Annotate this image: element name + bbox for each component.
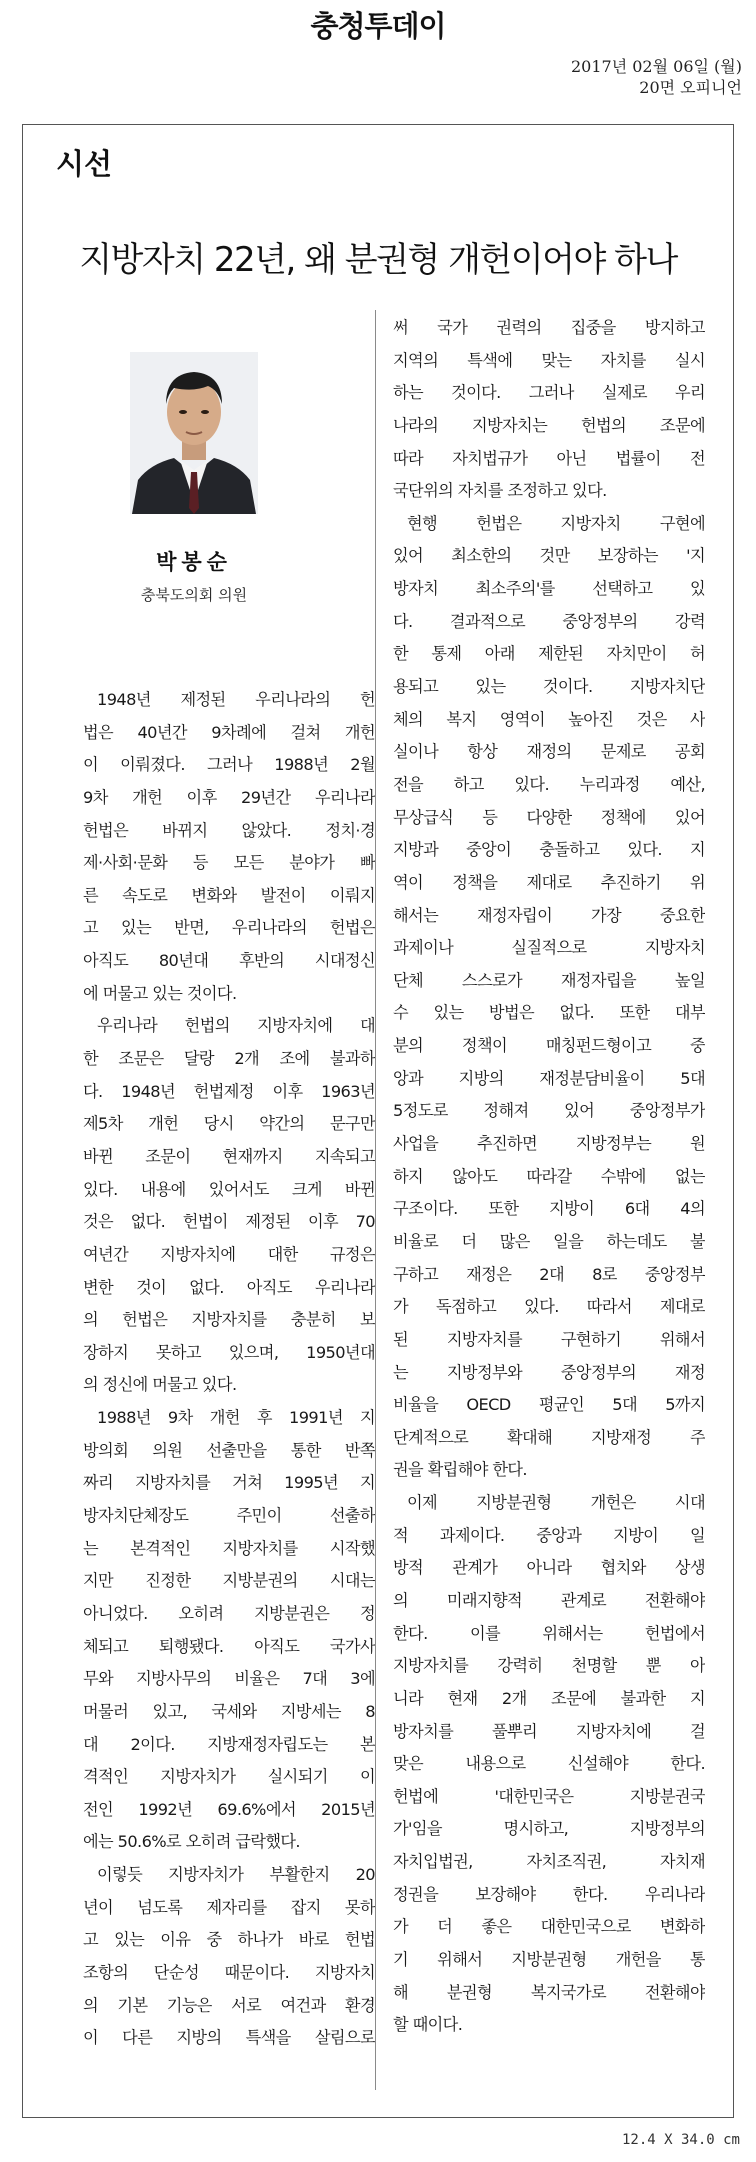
body-line: 이렇듯 지방자치가 부활한지 20 [97,1865,375,1885]
body-line: 자치입법권, 자치조직권, 자치재 [393,1852,705,1872]
section-label: 시선 [56,147,113,181]
issue-page: 20면 오피니언 [639,78,742,97]
body-line: 있다. 내용에 있어서도 크게 바뀐 [83,1179,375,1199]
body-line: 가 독점하고 있다. 따라서 제대로 [393,1297,705,1317]
body-line: 변한 것이 없다. 아직도 우리나라 [83,1277,375,1297]
body-line: 사업을 추진하면 지방정부는 원 [393,1134,705,1154]
body-line: 다. 결과적으로 중앙정부의 강력 [393,611,705,631]
body-line: 른 속도로 변화와 발전이 이뤄지 [83,885,375,905]
author-photo [130,352,258,514]
newspaper-masthead: 충청투데이 [310,9,446,43]
body-line: 단계적으로 확대해 지방재정 주 [393,1427,705,1447]
body-line: 법은 40년간 9차례에 걸쳐 개헌 [83,722,375,742]
body-line: 바뀐 조문이 현재까지 지속되고 [83,1146,375,1166]
body-line: 이 다른 지방의 특색을 살림으로 [83,2028,375,2048]
body-line: 된 지방자치를 구현하기 위해서 [393,1329,705,1349]
body-line: 방의회 의원 선출만을 통한 반쪽 [83,1440,375,1460]
body-line: 방자치단체장도 주민이 선출하 [83,1506,375,1526]
body-line: 지방과 중앙이 충돌하고 있다. 지 [393,840,705,860]
body-line: 이 이뤄졌다. 그러나 1988년 2월 [83,755,375,775]
body-line: 구조이다. 또한 지방이 6대 4의 [393,1199,705,1219]
body-line: 현행 헌법은 지방자치 구현에 [407,513,705,533]
body-line: 적 과제이다. 중앙과 지방이 일 [393,1525,705,1545]
body-line: 1988년 9차 개헌 후 1991년 지 [97,1408,375,1428]
issue-date: 2017년 02월 06일 (월) [570,57,742,76]
body-line: 정권을 보장해야 한다. 우리나라 [393,1884,705,1904]
body-line: 비율을 OECD 평균인 5대 5까지 [393,1395,705,1415]
body-line: 고 있는 반면, 우리나라의 헌법은 [83,918,375,938]
body-line: 한 통제 아래 제한된 자치만이 허 [393,644,705,664]
body-line: 전인 1992년 69.6%에서 2015년 [83,1799,375,1819]
body-line: 조항의 단순성 때문이다. 지방자치 [83,1962,375,1982]
body-line: 9차 개헌 이후 29년간 우리나라 [83,787,375,807]
body-line: 무와 지방사무의 비율은 7대 3에 [83,1669,375,1689]
body-line: 여년간 지방자치에 대한 규정은 [83,1244,375,1264]
body-line: 용되고 있는 것이다. 지방자치단 [393,677,705,697]
author-title: 충북도의회 의원 [140,586,248,604]
body-line: 는 지방정부와 중앙정부의 재정 [393,1362,705,1382]
body-line: 해 분권형 복지국가로 전환해야 [393,1982,705,2002]
body-line: 전을 하고 있다. 누리과정 예산, [393,774,705,794]
column-divider [375,310,376,2090]
body-line: 따라 자치법규가 아닌 법률이 전 [393,448,705,468]
body-line: 이제 지방분권형 개헌은 시대 [407,1493,705,1513]
article-body-right-column [393,312,705,2042]
body-line: 하지 않아도 따라갈 수밖에 없는 [393,1166,705,1186]
body-line: 우리나라 헌법의 지방자치에 대 [97,1016,375,1036]
body-line: 역이 정책을 제대로 추진하기 위 [393,872,705,892]
body-line: 에 머물고 있는 것이다. [83,983,237,1003]
body-line: 의 미래지향적 관계로 전환해야 [393,1590,705,1610]
body-line: 한다. 이를 위해서는 헌법에서 [393,1623,705,1643]
body-line: 기 위해서 지방분권형 개헌을 통 [393,1950,705,1970]
body-line: 권을 확립해야 한다. [393,1460,527,1480]
body-line: 체의 복지 영역이 높아진 것은 사 [393,709,705,729]
body-line: 수 있는 방법은 없다. 또한 대부 [393,1003,705,1023]
body-line: 방자치 최소주의'를 선택하고 있 [393,579,705,599]
body-line: 무상급식 등 다양한 정책에 있어 [393,807,705,827]
body-line: 앙과 지방의 재정분담비율이 5대 [393,1068,705,1088]
body-line: 헌법은 바뀌지 않았다. 정치·경 [83,820,375,840]
body-line: 할 때이다. [393,2015,463,2035]
body-line: 국단위의 자치를 조정하고 있다. [393,481,607,501]
body-line: 다. 1948년 헌법제정 이후 1963년 [83,1081,375,1101]
body-line: 대 2이다. 지방재정자립도는 본 [83,1734,375,1754]
body-line: 는 본격적인 지방자치를 시작했 [83,1538,375,1558]
body-line: 니라 현재 2개 조문에 불과한 지 [393,1688,705,1708]
body-line: 5정도로 정해져 있어 중앙정부가 [393,1101,705,1121]
body-line: 해서는 재정자립이 가장 중요한 [393,905,705,925]
body-line: 것은 없다. 헌법이 제정된 이후 70 [83,1212,375,1232]
body-line: 분의 정책이 매칭펀드형이고 중 [393,1036,705,1056]
body-line: 단체 스스로가 재정자립을 높일 [393,970,705,990]
author-portrait-icon [130,352,258,514]
body-line: 지역의 특색에 맞는 자치를 실시 [393,350,705,370]
body-line: 가 더 좋은 대한민국으로 변화하 [393,1917,705,1937]
body-line: 지방자치를 강력히 천명할 뿐 아 [393,1656,705,1676]
article-headline: 지방자치 22년, 왜 분권형 개헌이어야 하나 [79,240,677,280]
body-line: 실이나 항상 재정의 문제로 공회 [393,742,705,762]
issue-meta [571,56,742,98]
body-line: 고 있는 이유 중 하나가 바로 헌법 [83,1930,375,1950]
body-line: 장하지 못하고 있으며, 1950년대 [83,1342,375,1362]
body-line: 의 헌법은 지방자치를 충분히 보 [83,1310,375,1330]
body-line: 짜리 지방자치를 거쳐 1995년 지 [83,1473,375,1493]
body-line: 아니었다. 오히려 지방분권은 정 [83,1603,375,1623]
body-line: 가'임을 명시하고, 지방정부의 [393,1819,705,1839]
body-line: 년이 넘도록 제자리를 잡지 못하 [83,1897,375,1917]
body-line: 나라의 지방자치는 헌법의 조문에 [393,415,705,435]
body-line: 지만 진정한 지방분권의 시대는 [83,1571,375,1591]
article-body-left-column [83,684,375,2055]
clipping-size: 12.4 X 34.0 cm [621,2132,740,2148]
body-line: 과제이나 실질적으로 지방자치 [393,938,705,958]
body-line: 에는 50.6%로 오히려 급락했다. [83,1832,300,1852]
body-line: 하는 것이다. 그러나 실제로 우리 [393,383,705,403]
body-line: 비율로 더 많은 일을 하는데도 불 [393,1231,705,1251]
body-line: 제·사회·문화 등 모든 분야가 빠 [83,853,375,873]
body-line: 구하고 재정은 2대 8로 중앙정부 [393,1264,705,1284]
body-line: 헌법에 '대한민국은 지방분권국 [393,1786,705,1806]
body-line: 머물러 있고, 국세와 지방세는 8 [83,1701,375,1721]
body-line: 방적 관계가 아니라 협치와 상생 [393,1558,705,1578]
body-line: 한 조문은 달랑 2개 조에 불과하 [83,1049,375,1069]
body-line: 있어 최소한의 것만 보장하는 '지 [393,546,705,566]
body-line: 의 정신에 머물고 있다. [83,1375,237,1395]
body-line: 써 국가 권력의 집중을 방지하고 [393,318,705,337]
body-line: 격적인 지방자치가 실시되기 이 [83,1767,375,1787]
body-line: 의 기본 기능은 서로 여건과 환경 [83,1995,375,2015]
body-line: 아직도 80년대 후반의 시대정신 [83,951,375,971]
body-line: 맞은 내용으로 신설해야 한다. [393,1754,705,1774]
body-line: 1948년 제정된 우리나라의 헌 [97,690,375,709]
body-line: 제5차 개헌 당시 약간의 문구만 [83,1114,375,1134]
body-line: 방자치를 풀뿌리 지방자치에 걸 [393,1721,705,1741]
body-line: 체되고 퇴행됐다. 아직도 국가사 [83,1636,375,1656]
author-name: 박봉순 [156,550,232,574]
